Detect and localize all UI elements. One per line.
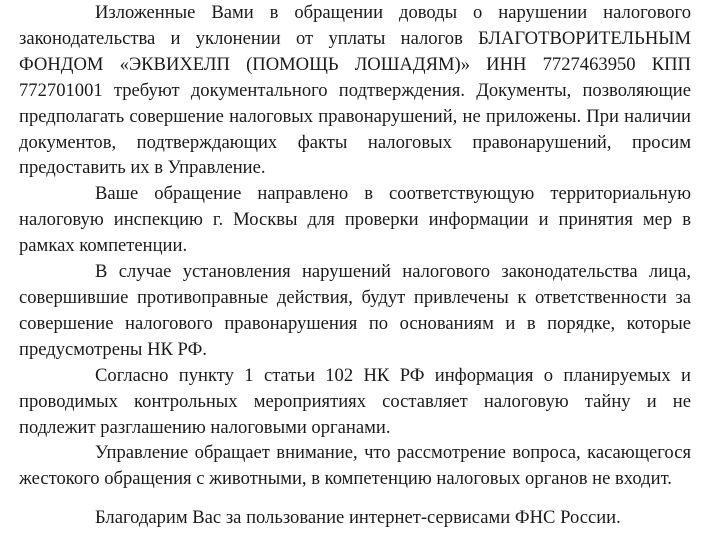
letter-body (19, 0, 691, 531)
paragraph-tax-violation-claims: Изложенные Вами в обращении доводы о нарушении налогового законодательства и уклонении от уплаты налогов БЛАГОТВОРИТЕЛЬНЫМ ФОНДОМ «ЭКВИХЕЛП (ПОМОЩЬ ЛОШАДЯМ)» ИНН 7727463950 КПП 772701001 требуют документального подтверждения. Документы, позволяющие предполагать совершение налоговых правонарушений, не приложены. При наличии документов, подтверждающих факты налоговых правонарушений, просим предоставить их в Управление. (19, 2, 691, 179)
paragraph-forwarded-to-inspection: Ваше обращение направлено в соответствующую территориальную налоговую инспекцию г. Москвы для проверки информации и принятия мер в рамках компетенции. (19, 183, 691, 257)
paragraph-liability: В случае установления нарушений налогового законодательства лица, совершившие противоправные действия, будут привлечены к ответственности за совершение налогового правонарушения по основаниям и в порядке, которые предусмотрены НК РФ. (19, 261, 691, 360)
paragraph-tax-secrecy: Согласно пункту 1 статьи 102 НК РФ информация о планируемых и проводимых контрольных мероприятиях составляет налоговую тайну и не подлежит разглашению налоговыми органами. (19, 364, 691, 438)
paragraph-thanks: Благодарим Вас за пользование интернет-сервисами ФНС России. (95, 507, 621, 529)
paragraph-animal-cruelty-note: Управление обращает внимание, что рассмотрение вопроса, касающегося жестокого обращения с животными, в компетенцию налоговых органов не входит. (19, 442, 691, 490)
